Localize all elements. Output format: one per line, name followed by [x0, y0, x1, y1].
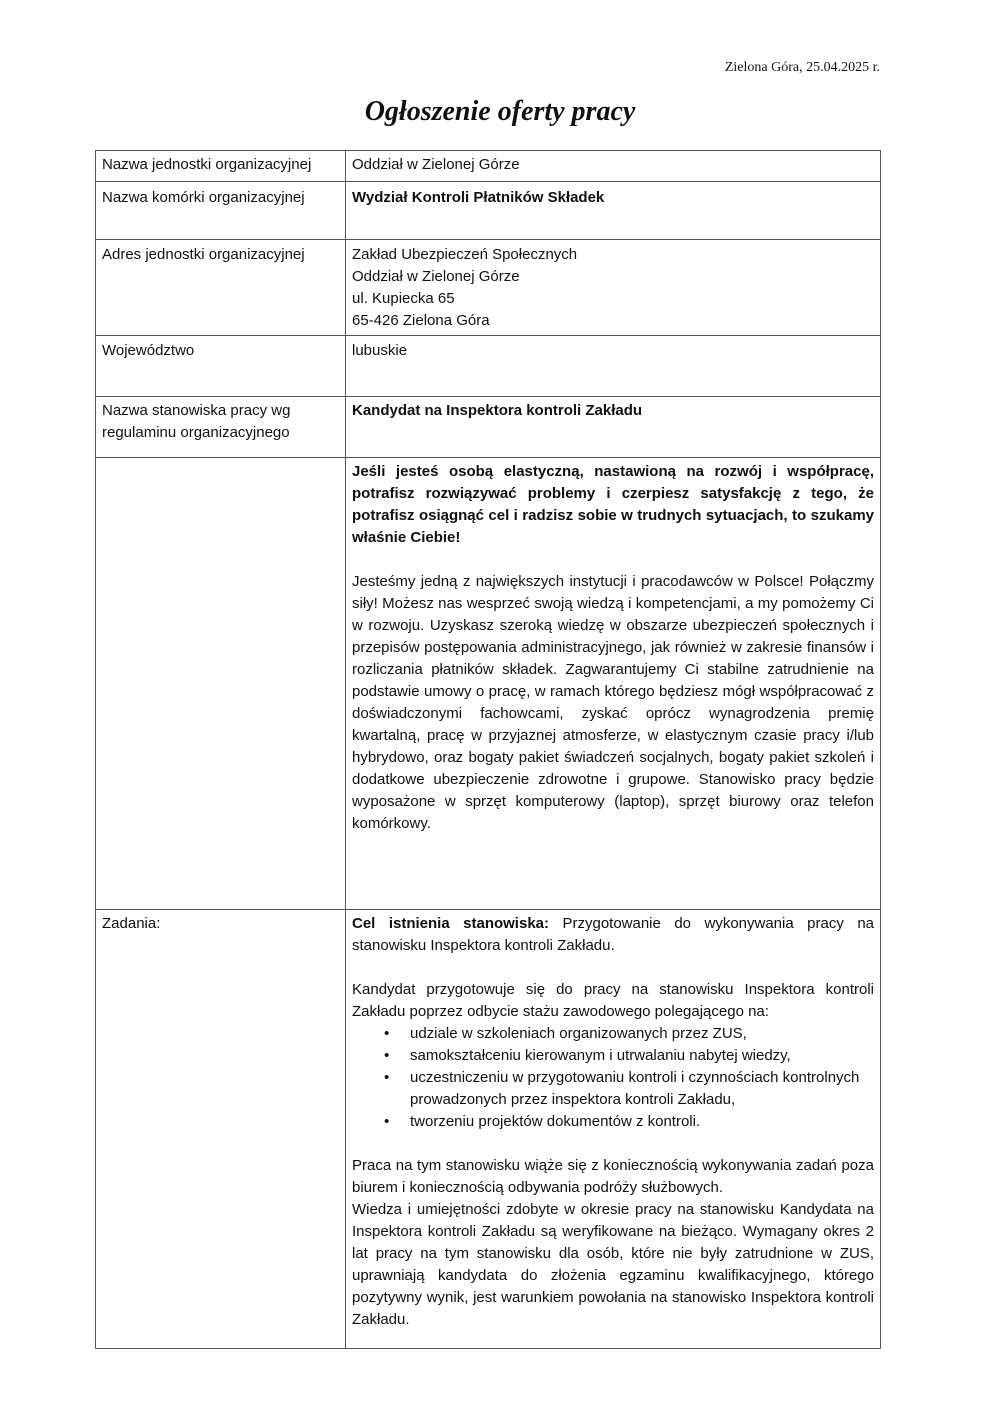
intro-body: Jesteśmy jedną z największych instytucji i pracodawców w Polsce! Połączmy siły! Możesz nas wesprzeć swoją wiedzą i kompetencjami, a my pomożemy Ci w rozwoju. Uzyskasz szeroką wiedzę w obszarze ubezpieczeń społecznych i przepisów postępowania administracyjnego, jak również w zakresie finansów i rozliczania płatników składek. Zagwarantujemy Ci stabilne zatrudnienie na podstawie umowy o pracę, w ramach którego będziesz mógł współpracować z doświadczonymi fachowcami, zyskać oprócz wynagrodzenia premię kwartalną, pracę w przyjaznej atmosferze, w elastycznym czasie pracy i/lub hybrydowo, oraz bogaty pakiet świadczeń socjalnych, bogaty pakiet szkoleń i dodatkowe ubezpieczenie zdrowotne i grupowe. Stanowisko pracy będzie wyposażone w sprzęt komputerowy (laptop), sprzęt biurowy oraz telefon komórkowy. [352, 573, 874, 832]
cell-name-label: Nazwa komórki organizacyjnej [96, 182, 346, 239]
tasks-closing-1: Praca na tym stanowisku wiąże się z koniecznością wykonywania zadań poza biurem i koniecznością odbywania podróży służbowych. [352, 1157, 874, 1196]
province-value: lubuskie [352, 342, 408, 359]
intro-label-empty [96, 458, 346, 909]
address-line: Zakład Ubezpieczeń Społecznych [352, 246, 578, 263]
list-item: • samokształceniu kierowanym i utrwalaniu nabytej wiedzy, [410, 1045, 874, 1067]
tasks-label: Zadania: [96, 910, 346, 1348]
document-date: Zielona Góra, 25.04.2025 r. [724, 60, 880, 75]
table-row-intro [96, 458, 880, 910]
list-item: • uczestniczeniu w przygotowaniu kontroli i czynnościach kontrolnych prowadzonych przez inspektora kontroli Zakładu, [410, 1067, 874, 1111]
page-title: Ogłoszenie oferty pracy [364, 96, 636, 127]
table-row-cell-name [96, 182, 880, 240]
tasks-closing-2: Wiedza i umiejętności zdobyte w okresie pracy na stanowisku Kandydata na Inspektora kontroli Zakładu są weryfikowane na bieżąco. Wymagany okres 2 lat pracy na tym stanowisku dla osób, które nie były zatrudnione w ZUS, uprawniają kandydata do złożenia egzaminu kwalifikacyjnego, którego pozytywny wynik, jest warunkiem powołania na stanowisko Inspektora kontroli Zakładu. [352, 1201, 874, 1328]
list-item: • udziale w szkoleniach organizowanych przez ZUS, [410, 1023, 874, 1045]
cell-name-value: Wydział Kontroli Płatników Składek [352, 189, 605, 206]
table-row-tasks [96, 910, 880, 1348]
purpose-label: Cel istnienia stanowiska: [352, 915, 549, 932]
job-offer-table [95, 150, 881, 1349]
tasks-list [352, 1023, 874, 1133]
address-line: Oddział w Zielonej Górze [352, 268, 520, 285]
intro-lead: Jeśli jesteś osobą elastyczną, nastawioną na rozwój i współpracę, potrafisz rozwiązywać problemy i czerpiesz satysfakcję z tego, że potrafisz osiągnąć cel i radzisz sobie w trudnych sytuacjach, to szukamy właśnie Ciebie! [352, 463, 874, 546]
address-line: ul. Kupiecka 65 [352, 290, 455, 307]
address-label: Adres jednostki organizacyjnej [96, 240, 346, 335]
intro-value [346, 458, 880, 909]
table-row-address [96, 240, 880, 336]
tasks-prep-text: Kandydat przygotowuje się do pracy na stanowisku Inspektora kontroli Zakładu poprzez odbycie stażu zawodowego polegającego na: [352, 981, 874, 1020]
table-row-position [96, 397, 880, 458]
position-label: Nazwa stanowiska pracy wg regulaminu organizacyjnego [96, 397, 346, 457]
province-label: Województwo [96, 336, 346, 396]
unit-name-value: Oddział w Zielonej Górze [352, 156, 520, 173]
table-row-province [96, 336, 880, 397]
address-value [346, 240, 880, 335]
table-row-unit-name [96, 151, 880, 182]
position-value: Kandydat na Inspektora kontroli Zakładu [352, 402, 643, 419]
unit-name-label: Nazwa jednostki organizacyjnej [96, 151, 346, 181]
list-item: • tworzeniu projektów dokumentów z kontroli. [410, 1111, 874, 1133]
tasks-purpose [352, 913, 874, 957]
tasks-value [346, 910, 880, 1348]
address-line: 65-426 Zielona Góra [352, 312, 490, 329]
purpose-text: Przygotowanie do wykonywania pracy na stanowisku Inspektora kontroli Zakładu. [352, 915, 874, 954]
